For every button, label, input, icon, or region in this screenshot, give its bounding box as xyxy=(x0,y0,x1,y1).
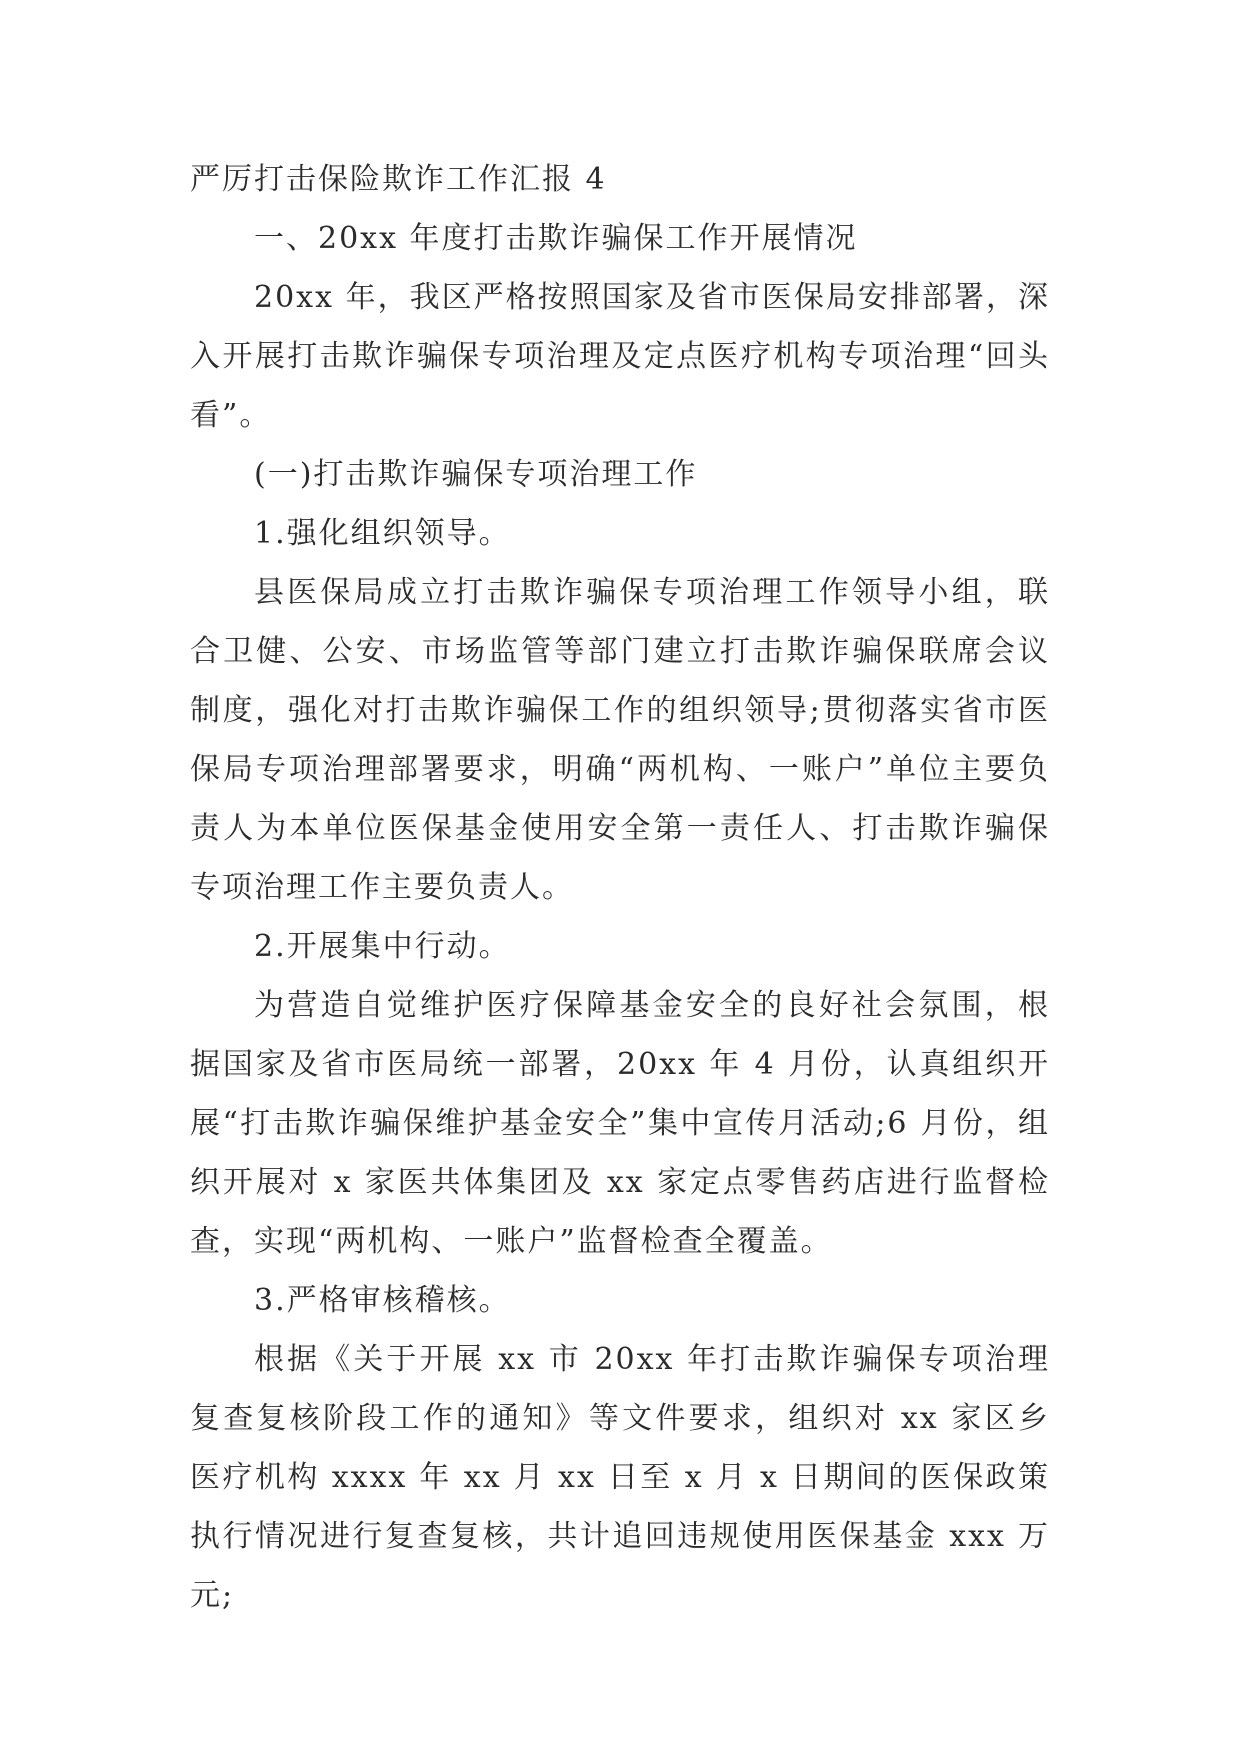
item-heading: 2.开展集中行动。 xyxy=(254,929,511,964)
document-title: 严厉打击保险欺诈工作汇报 4 xyxy=(190,162,607,197)
item-heading: 3.严格审核稽核。 xyxy=(254,1283,511,1318)
item-heading: 1.强化组织领导。 xyxy=(254,516,511,551)
paragraph: 20xx 年，我区严格按照国家及省市医保局安排部署，深入开展打击欺诈骗保专项治理及定点医疗机构专项治理“回头看”。 xyxy=(190,280,1050,433)
section-heading: 一、20xx 年度打击欺诈骗保工作开展情况 xyxy=(254,221,858,256)
paragraph: 为营造自觉维护医疗保障基金安全的良好社会氛围，根据国家及省市医局统一部署，20xx 年 4 月份，认真组织开展“打击欺诈骗保维护基金安全”集中宣传月活动;6 月份，组织开展对 x 家医共体集团及 xx 家定点零售药店进行监督检查，实现“两机构、一账户”监督检查全覆盖。 xyxy=(190,988,1050,1259)
paragraph: 县医保局成立打击欺诈骗保专项治理工作领导小组，联合卫健、公安、市场监管等部门建立打击欺诈骗保联席会议制度，强化对打击欺诈骗保工作的组织领导;贯彻落实省市医保局专项治理部署要求，明确“两机构、一账户”单位主要负责人为本单位医保基金使用安全第一责任人、打击欺诈骗保专项治理工作主要负责人。 xyxy=(190,575,1050,905)
document-body xyxy=(190,150,1050,1625)
paragraph: 根据《关于开展 xx 市 20xx 年打击欺诈骗保专项治理复查复核阶段工作的通知》等文件要求，组织对 xx 家区乡医疗机构 xxxx 年 xx 月 xx 日至 x 月 x 日期间的医保政策执行情况进行复查复核，共计追回违规使用医保基金 xxx 万元; xyxy=(190,1342,1050,1613)
subsection-heading: (一)打击欺诈骗保专项治理工作 xyxy=(254,457,698,492)
